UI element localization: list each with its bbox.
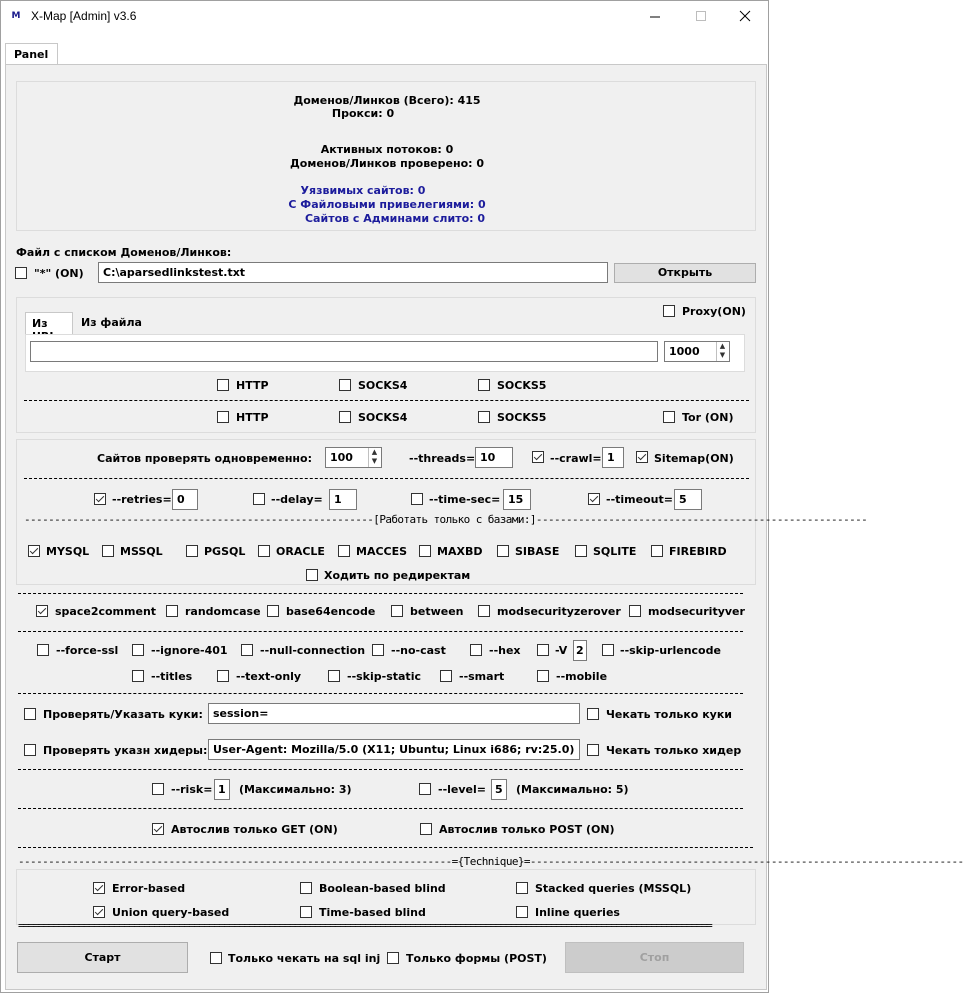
- tab-strip: [5, 43, 769, 65]
- db-maxbd-label: MAXBD: [437, 545, 483, 558]
- time-sec-input[interactable]: 15: [503, 489, 531, 510]
- time-sec-checkbox[interactable]: [411, 493, 423, 505]
- tamper-modsecurityver-label: modsecurityver: [648, 605, 745, 618]
- db-oracle-label: ORACLE: [276, 545, 325, 558]
- db-macces-label: MACCES: [356, 545, 408, 558]
- technique-header: ------------------------------------------------------------------------={Technique}=------------------------------------------------------------------------: [18, 855, 964, 868]
- maximize-button: [678, 1, 724, 32]
- proxy-url-tab-body: [25, 334, 745, 372]
- opt-text-only-checkbox[interactable]: [217, 670, 229, 682]
- proxy-http-label: HTTP: [236, 379, 269, 392]
- level-checkbox[interactable]: [419, 783, 431, 795]
- db-firebird-label: FIREBIRD: [669, 545, 727, 558]
- tech-union-label: Union query-based: [112, 906, 230, 919]
- stats-group: [16, 81, 756, 231]
- proxy-socks4-label: SOCKS4: [358, 379, 408, 392]
- opt-skip-static-label: --skip-static: [347, 670, 421, 683]
- tab-from-url[interactable]: Из: [25, 312, 73, 334]
- redirects-label: Ходить по редиректам: [324, 569, 471, 582]
- proxy2-socks4-checkbox[interactable]: [339, 411, 351, 423]
- technique-group: [16, 869, 756, 925]
- autodump-separator-top: [18, 808, 743, 809]
- sites-at-once-value: 100: [330, 451, 353, 464]
- crawl-label: --crawl=: [550, 452, 602, 465]
- maximize-icon: [696, 11, 707, 22]
- proxy-http-checkbox[interactable]: [217, 379, 229, 391]
- proxy-group: [16, 297, 756, 433]
- tech-union-checkbox[interactable]: [93, 906, 105, 918]
- close-icon: [740, 11, 751, 22]
- tamper-base64encode-checkbox[interactable]: [267, 605, 279, 617]
- tamper-modsecurityver-checkbox[interactable]: [629, 605, 641, 617]
- level-input[interactable]: 5: [491, 779, 507, 800]
- minimize-icon: [650, 11, 661, 22]
- db-mssql-label: MSSQL: [120, 545, 163, 558]
- opt-skip-urlencode-label: --skip-urlencode: [620, 644, 721, 657]
- star-checkbox[interactable]: [15, 267, 27, 279]
- db-mysql-checkbox[interactable]: [28, 545, 40, 557]
- proxies-count-text: Прокси: 0: [331, 107, 395, 120]
- delay-input[interactable]: 1: [329, 489, 357, 510]
- opt-hex-label: --hex: [489, 644, 521, 657]
- tech-boolean-checkbox[interactable]: [300, 882, 312, 894]
- proxy-separator: [24, 400, 749, 401]
- level-label: --level=: [438, 783, 486, 796]
- retries-label: --retries=: [112, 493, 172, 506]
- tamper-between-checkbox[interactable]: [391, 605, 403, 617]
- db-sqlite-label: SQLITE: [593, 545, 637, 558]
- sitemap-checkbox[interactable]: [636, 451, 648, 463]
- opt-mobile-label: --mobile: [556, 670, 608, 683]
- opt-hex-checkbox[interactable]: [470, 644, 482, 656]
- open-file-button[interactable]: Открыть: [614, 263, 756, 283]
- tech-time-checkbox[interactable]: [300, 906, 312, 918]
- verbose-input[interactable]: 2: [573, 640, 587, 661]
- proxy-socks5-label: SOCKS5: [497, 379, 547, 392]
- db-sibase-label: SIBASE: [515, 545, 560, 558]
- tech-inline-label: Inline queries: [535, 906, 620, 919]
- timeout-input[interactable]: 5: [674, 489, 702, 510]
- start-button[interactable]: Старт: [17, 942, 188, 973]
- db-sibase-checkbox[interactable]: [497, 545, 509, 557]
- autodump-get-label: Автослив только GET (ON): [171, 823, 338, 836]
- close-button[interactable]: [722, 1, 768, 32]
- file-path-input[interactable]: C:\aparsedlinkstest.txt: [98, 262, 608, 283]
- spin-down-icon[interactable]: ▼: [719, 351, 726, 359]
- db-oracle-checkbox[interactable]: [258, 545, 270, 557]
- delay-label: --delay=: [271, 493, 323, 506]
- tab-panel[interactable]: Panel: [5, 43, 58, 66]
- stop-button: Стоп: [565, 942, 744, 973]
- autodump-post-checkbox[interactable]: [420, 823, 432, 835]
- proxy-count-stepper[interactable]: [664, 341, 730, 362]
- spin-down-icon[interactable]: ▼: [371, 457, 378, 465]
- only-forms-label: Только формы (POST): [406, 952, 547, 965]
- bases-header: ----------------------------------------------------------[Работать только с базами:]-------------------------------------------------------: [24, 513, 868, 526]
- tech-stacked-checkbox[interactable]: [516, 882, 528, 894]
- threads-input[interactable]: 10: [475, 447, 513, 468]
- star-checkbox-label: "*" (ON): [34, 267, 84, 280]
- db-firebird-checkbox[interactable]: [651, 545, 663, 557]
- cookies-checkbox[interactable]: [24, 708, 36, 720]
- cookies-input[interactable]: session=: [208, 703, 580, 724]
- file-list-label: Файл с списком Доменов/Линков:: [16, 246, 232, 259]
- tamper-separator-top: [18, 593, 743, 594]
- settings-separator-1: [24, 478, 749, 479]
- opt-titles-label: --titles: [151, 670, 193, 683]
- window-title: X-Map [Admin] v3.6: [31, 9, 137, 23]
- tab-from-file[interactable]: Из файла: [81, 316, 142, 329]
- proxy-count-spin[interactable]: [716, 342, 728, 361]
- opt-skip-urlencode-checkbox[interactable]: [602, 644, 614, 656]
- db-maxbd-checkbox[interactable]: [419, 545, 431, 557]
- risk-max-label: (Максимально: 3): [239, 783, 352, 796]
- risk-label: --risk=: [171, 783, 213, 796]
- autodump-get-checkbox[interactable]: [152, 823, 164, 835]
- opt-smart-checkbox[interactable]: [440, 670, 452, 682]
- xm-app-icon: M: [11, 11, 21, 21]
- cookies-only-checkbox[interactable]: [587, 708, 599, 720]
- risk-input[interactable]: 1: [214, 779, 230, 800]
- headers-only-label: Чекать только хидер: [606, 744, 742, 757]
- proxy2-socks5-label: SOCKS5: [497, 411, 547, 424]
- cookies-only-label: Чекать только куки: [606, 708, 733, 721]
- retries-checkbox[interactable]: [94, 493, 106, 505]
- db-mysql-label: MYSQL: [46, 545, 90, 558]
- proxy2-socks4-label: SOCKS4: [358, 411, 408, 424]
- settings-group: [16, 439, 868, 585]
- minimize-button[interactable]: [632, 1, 678, 32]
- cookies-separator-top: [18, 693, 743, 694]
- spin-up-icon[interactable]: ▲: [371, 448, 378, 456]
- domains-total-text: Доменов/Линков (Всего): 415: [293, 94, 481, 107]
- opt-null-connection-label: --null-connection: [260, 644, 366, 657]
- opt-verbose-checkbox[interactable]: [537, 644, 549, 656]
- risk-checkbox[interactable]: [152, 783, 164, 795]
- tech-error-label: Error-based: [112, 882, 186, 895]
- db-sqlite-checkbox[interactable]: [575, 545, 587, 557]
- tamper-modsecurityzerover-checkbox[interactable]: [478, 605, 490, 617]
- tor-checkbox[interactable]: [663, 411, 675, 423]
- proxy2-socks5-checkbox[interactable]: [478, 411, 490, 423]
- level-max-label: (Максимально: 5): [516, 783, 629, 796]
- main-panel: [5, 64, 964, 990]
- db-pgsql-label: PGSQL: [204, 545, 246, 558]
- proxy-on-label: Proxy(ON): [682, 305, 746, 318]
- tech-boolean-label: Boolean-based blind: [319, 882, 446, 895]
- db-macces-checkbox[interactable]: [338, 545, 350, 557]
- only-sql-label: Только чекать на sql inj: [228, 952, 381, 965]
- sites-at-once-label: Сайтов проверять одновременно:: [97, 452, 312, 465]
- opt-null-connection-checkbox[interactable]: [241, 644, 253, 656]
- time-sec-label: --time-sec=: [429, 493, 501, 506]
- title-bar: [1, 1, 768, 32]
- spin-up-icon[interactable]: ▲: [719, 342, 726, 350]
- technique-separator-top: [18, 847, 753, 848]
- domains-checked-text: Доменов/Линков проверено: 0: [289, 157, 485, 170]
- headers-input[interactable]: User-Agent: Mozilla/5.0 (X11; Ubuntu; Linux i686; rv:25.0): [208, 739, 580, 760]
- opt-text-only-label: --text-only: [236, 670, 302, 683]
- proxy-socks5-checkbox[interactable]: [478, 379, 490, 391]
- redirects-checkbox[interactable]: [306, 569, 318, 581]
- opt-skip-static-checkbox[interactable]: [328, 670, 340, 682]
- tamper-randomcase-label: randomcase: [185, 605, 261, 618]
- db-pgsql-checkbox[interactable]: [186, 545, 198, 557]
- crawl-input[interactable]: 1: [602, 447, 624, 468]
- opt-force-ssl-checkbox[interactable]: [37, 644, 49, 656]
- only-forms-checkbox[interactable]: [387, 952, 399, 964]
- opt-verbose-label: -V: [555, 644, 568, 657]
- only-sql-checkbox[interactable]: [210, 952, 222, 964]
- delay-checkbox[interactable]: [253, 493, 265, 505]
- sites-spin[interactable]: [368, 448, 380, 467]
- opt-mobile-checkbox[interactable]: [537, 670, 549, 682]
- proxy-socks4-checkbox[interactable]: [339, 379, 351, 391]
- headers-checkbox[interactable]: [24, 744, 36, 756]
- opt-no-cast-checkbox[interactable]: [372, 644, 384, 656]
- opt-ignore-401-checkbox[interactable]: [132, 644, 144, 656]
- tamper-space2comment-label: space2comment: [55, 605, 157, 618]
- tech-inline-checkbox[interactable]: [516, 906, 528, 918]
- sites-at-once-stepper[interactable]: [325, 447, 382, 468]
- proxy-on-checkbox[interactable]: [663, 305, 675, 317]
- technique-separator-eq: ==========================================================================================================================================: [18, 919, 712, 932]
- opt-ignore-401-label: --ignore-401: [151, 644, 228, 657]
- opts-separator-top: [18, 631, 743, 632]
- threads-label: --threads=: [409, 452, 476, 465]
- tech-error-checkbox[interactable]: [93, 882, 105, 894]
- tor-label: Tor (ON): [682, 411, 734, 424]
- proxy2-http-label: HTTP: [236, 411, 269, 424]
- db-mssql-checkbox[interactable]: [102, 545, 114, 557]
- opt-titles-checkbox[interactable]: [132, 670, 144, 682]
- retries-input[interactable]: 0: [172, 489, 198, 510]
- risk-separator-top: [18, 769, 743, 770]
- proxy2-http-checkbox[interactable]: [217, 411, 229, 423]
- timeout-checkbox[interactable]: [588, 493, 600, 505]
- cookies-label: Проверять/Указать куки:: [43, 708, 203, 721]
- tech-stacked-label: Stacked queries (MSSQL): [535, 882, 692, 895]
- autodump-post-label: Автослив только POST (ON): [439, 823, 615, 836]
- tamper-randomcase-checkbox[interactable]: [166, 605, 178, 617]
- timeout-label: --timeout=: [606, 493, 673, 506]
- opt-force-ssl-label: --force-ssl: [56, 644, 119, 657]
- sitemap-label: Sitemap(ON): [654, 452, 734, 465]
- tamper-space2comment-checkbox[interactable]: [36, 605, 48, 617]
- tech-time-label: Time-based blind: [319, 906, 426, 919]
- admin-dumped-text: Сайтов с Админами слито: 0: [304, 212, 486, 225]
- headers-only-checkbox[interactable]: [587, 744, 599, 756]
- file-privileges-text: С Файловыми привелегиями: 0: [288, 198, 486, 211]
- active-threads-text: Активных потоков: 0: [320, 143, 454, 156]
- crawl-checkbox[interactable]: [532, 451, 544, 463]
- tamper-base64encode-label: base64encode: [286, 605, 376, 618]
- proxy-url-input[interactable]: [30, 341, 658, 362]
- opt-no-cast-label: --no-cast: [391, 644, 446, 657]
- vulnerable-sites-text: Уязвимых сайтов: 0: [300, 184, 426, 197]
- opt-smart-label: --smart: [459, 670, 505, 683]
- tamper-between-label: between: [410, 605, 464, 618]
- proxy-count-value: 1000: [669, 345, 700, 358]
- tamper-modsecurityzerover-label: modsecurityzerover: [497, 605, 621, 618]
- headers-label: Проверять указн хидеры:: [43, 744, 208, 757]
